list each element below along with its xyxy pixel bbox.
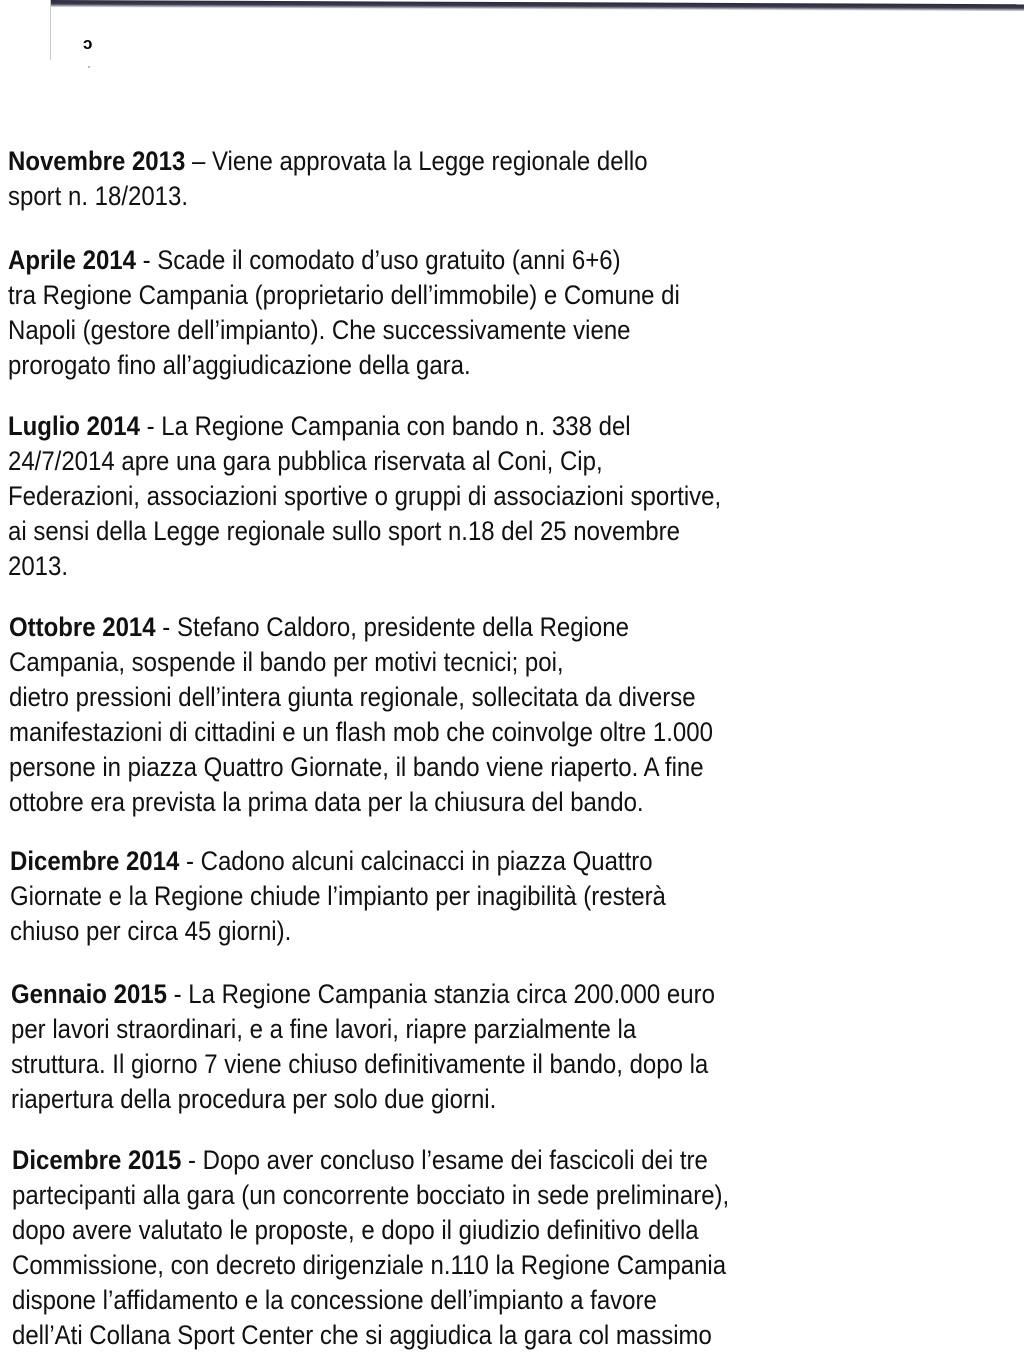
entry-text: per lavori straordinari, e a fine lavori, riapre parzialmente la bbox=[11, 1014, 637, 1044]
timeline-entry-nov-2013 bbox=[8, 144, 648, 214]
entry-date: Dicembre 2015 bbox=[12, 1145, 182, 1175]
entry-text: dell’Ati Collana Sport Center che si aggiudica la gara col massimo bbox=[12, 1320, 712, 1350]
entry-date: Novembre 2013 bbox=[8, 146, 186, 176]
entry-text: prorogato fino all’aggiudicazione della gara. bbox=[8, 350, 471, 380]
entry-text: Federazioni, associazioni sportive o gruppi di associazioni sportive, bbox=[8, 481, 722, 511]
timeline-entry-dec-2015 bbox=[12, 1143, 729, 1353]
entry-text: Dopo aver concluso l’esame dei fascicoli dei tre bbox=[202, 1145, 708, 1175]
entry-text: tra Regione Campania (proprietario dell’immobile) e Comune di bbox=[8, 280, 680, 310]
entry-date: Aprile 2014 bbox=[8, 245, 136, 275]
entry-text: La Regione Campania stanzia circa 200.000 euro bbox=[188, 979, 715, 1009]
entry-text: Cadono alcuni calcinacci in piazza Quattro bbox=[200, 846, 653, 876]
entry-text: partecipanti alla gara (un concorrente bocciato in sede preliminare), bbox=[12, 1180, 730, 1210]
entry-line: Ottobre 2014 - Stefano Caldoro, presidente della Regione bbox=[9, 612, 629, 642]
scan-top-edge bbox=[50, 0, 1024, 11]
entry-text: dietro pressioni dell’intera giunta regionale, sollecitata da diverse bbox=[9, 682, 696, 712]
entry-text: riapertura della procedura per solo due giorni. bbox=[11, 1084, 497, 1114]
timeline-entry-dec-2014 bbox=[10, 844, 666, 949]
scan-left-fold bbox=[50, 0, 51, 60]
entry-text: Stefano Caldoro, presidente della Regione bbox=[176, 612, 629, 642]
entry-date: Gennaio 2015 bbox=[11, 979, 167, 1009]
entry-line: Gennaio 2015 - La Regione Campania stanzia circa 200.000 euro bbox=[11, 979, 715, 1009]
entry-text: Viene approvata la Legge regionale dello bbox=[211, 146, 648, 176]
timeline-entry-oct-2014 bbox=[9, 610, 713, 820]
entry-text: dispone l’affidamento e la concessione dell’impianto a favore bbox=[12, 1285, 657, 1315]
entry-text: 24/7/2014 apre una gara pubblica riservata al Coni, Cip, bbox=[8, 446, 603, 476]
entry-text: chiuso per circa 45 giorni). bbox=[10, 916, 292, 946]
entry-line: Luglio 2014 - La Regione Campania con bando n. 338 del bbox=[8, 411, 631, 441]
entry-date: Luglio 2014 bbox=[8, 411, 140, 441]
entry-text: La Regione Campania con bando n. 338 del bbox=[161, 411, 631, 441]
entry-line: Aprile 2014 - Scade il comodato d’uso gratuito (anni 6+6) bbox=[8, 245, 621, 275]
entry-date: Dicembre 2014 bbox=[10, 846, 180, 876]
entry-text: ai sensi della Legge regionale sullo sport n.18 del 25 novembre bbox=[8, 516, 680, 546]
entry-text: sport n. 18/2013. bbox=[8, 181, 189, 211]
entry-text: Scade il comodato d’uso gratuito (anni 6+6) bbox=[157, 245, 621, 275]
entry-line: Dicembre 2015 - Dopo aver concluso l’esame dei fascicoli dei tre bbox=[12, 1145, 708, 1175]
entry-text: persone in piazza Quattro Giornate, il bando viene riaperto. A fine bbox=[9, 752, 704, 782]
entry-text: struttura. Il giorno 7 viene chiuso definitivamente il bando, dopo la bbox=[11, 1049, 709, 1079]
entry-text: Napoli (gestore dell’impianto). Che successivamente viene bbox=[8, 315, 631, 345]
timeline-entry-jan-2015 bbox=[11, 977, 715, 1117]
entry-text: Giornate e la Regione chiude l’impianto per inagibilità (resterà bbox=[10, 881, 666, 911]
page-mark: ɔ bbox=[83, 34, 93, 53]
entry-line: Dicembre 2014 - Cadono alcuni calcinacci in piazza Quattro bbox=[10, 846, 653, 876]
entry-text: Campania, sospende il bando per motivi tecnici; poi, bbox=[9, 647, 564, 677]
entry-line: Novembre 2013 – Viene approvata la Legge regionale dello bbox=[8, 146, 648, 176]
timeline-entry-jul-2014 bbox=[8, 409, 721, 584]
scan-speck bbox=[88, 66, 90, 68]
entry-text: dopo avere valutato le proposte, e dopo il giudizio definitivo della bbox=[12, 1215, 699, 1245]
entry-date: Ottobre 2014 bbox=[9, 612, 156, 642]
entry-text: ottobre era prevista la prima data per la chiusura del bando. bbox=[9, 787, 644, 817]
entry-text: 2013. bbox=[8, 551, 69, 581]
entry-text: manifestazioni di cittadini e un flash mob che coinvolge oltre 1.000 bbox=[9, 717, 713, 747]
timeline-entry-apr-2014 bbox=[8, 243, 680, 383]
entry-text: Commissione, con decreto dirigenziale n.110 la Regione Campania bbox=[12, 1250, 727, 1280]
